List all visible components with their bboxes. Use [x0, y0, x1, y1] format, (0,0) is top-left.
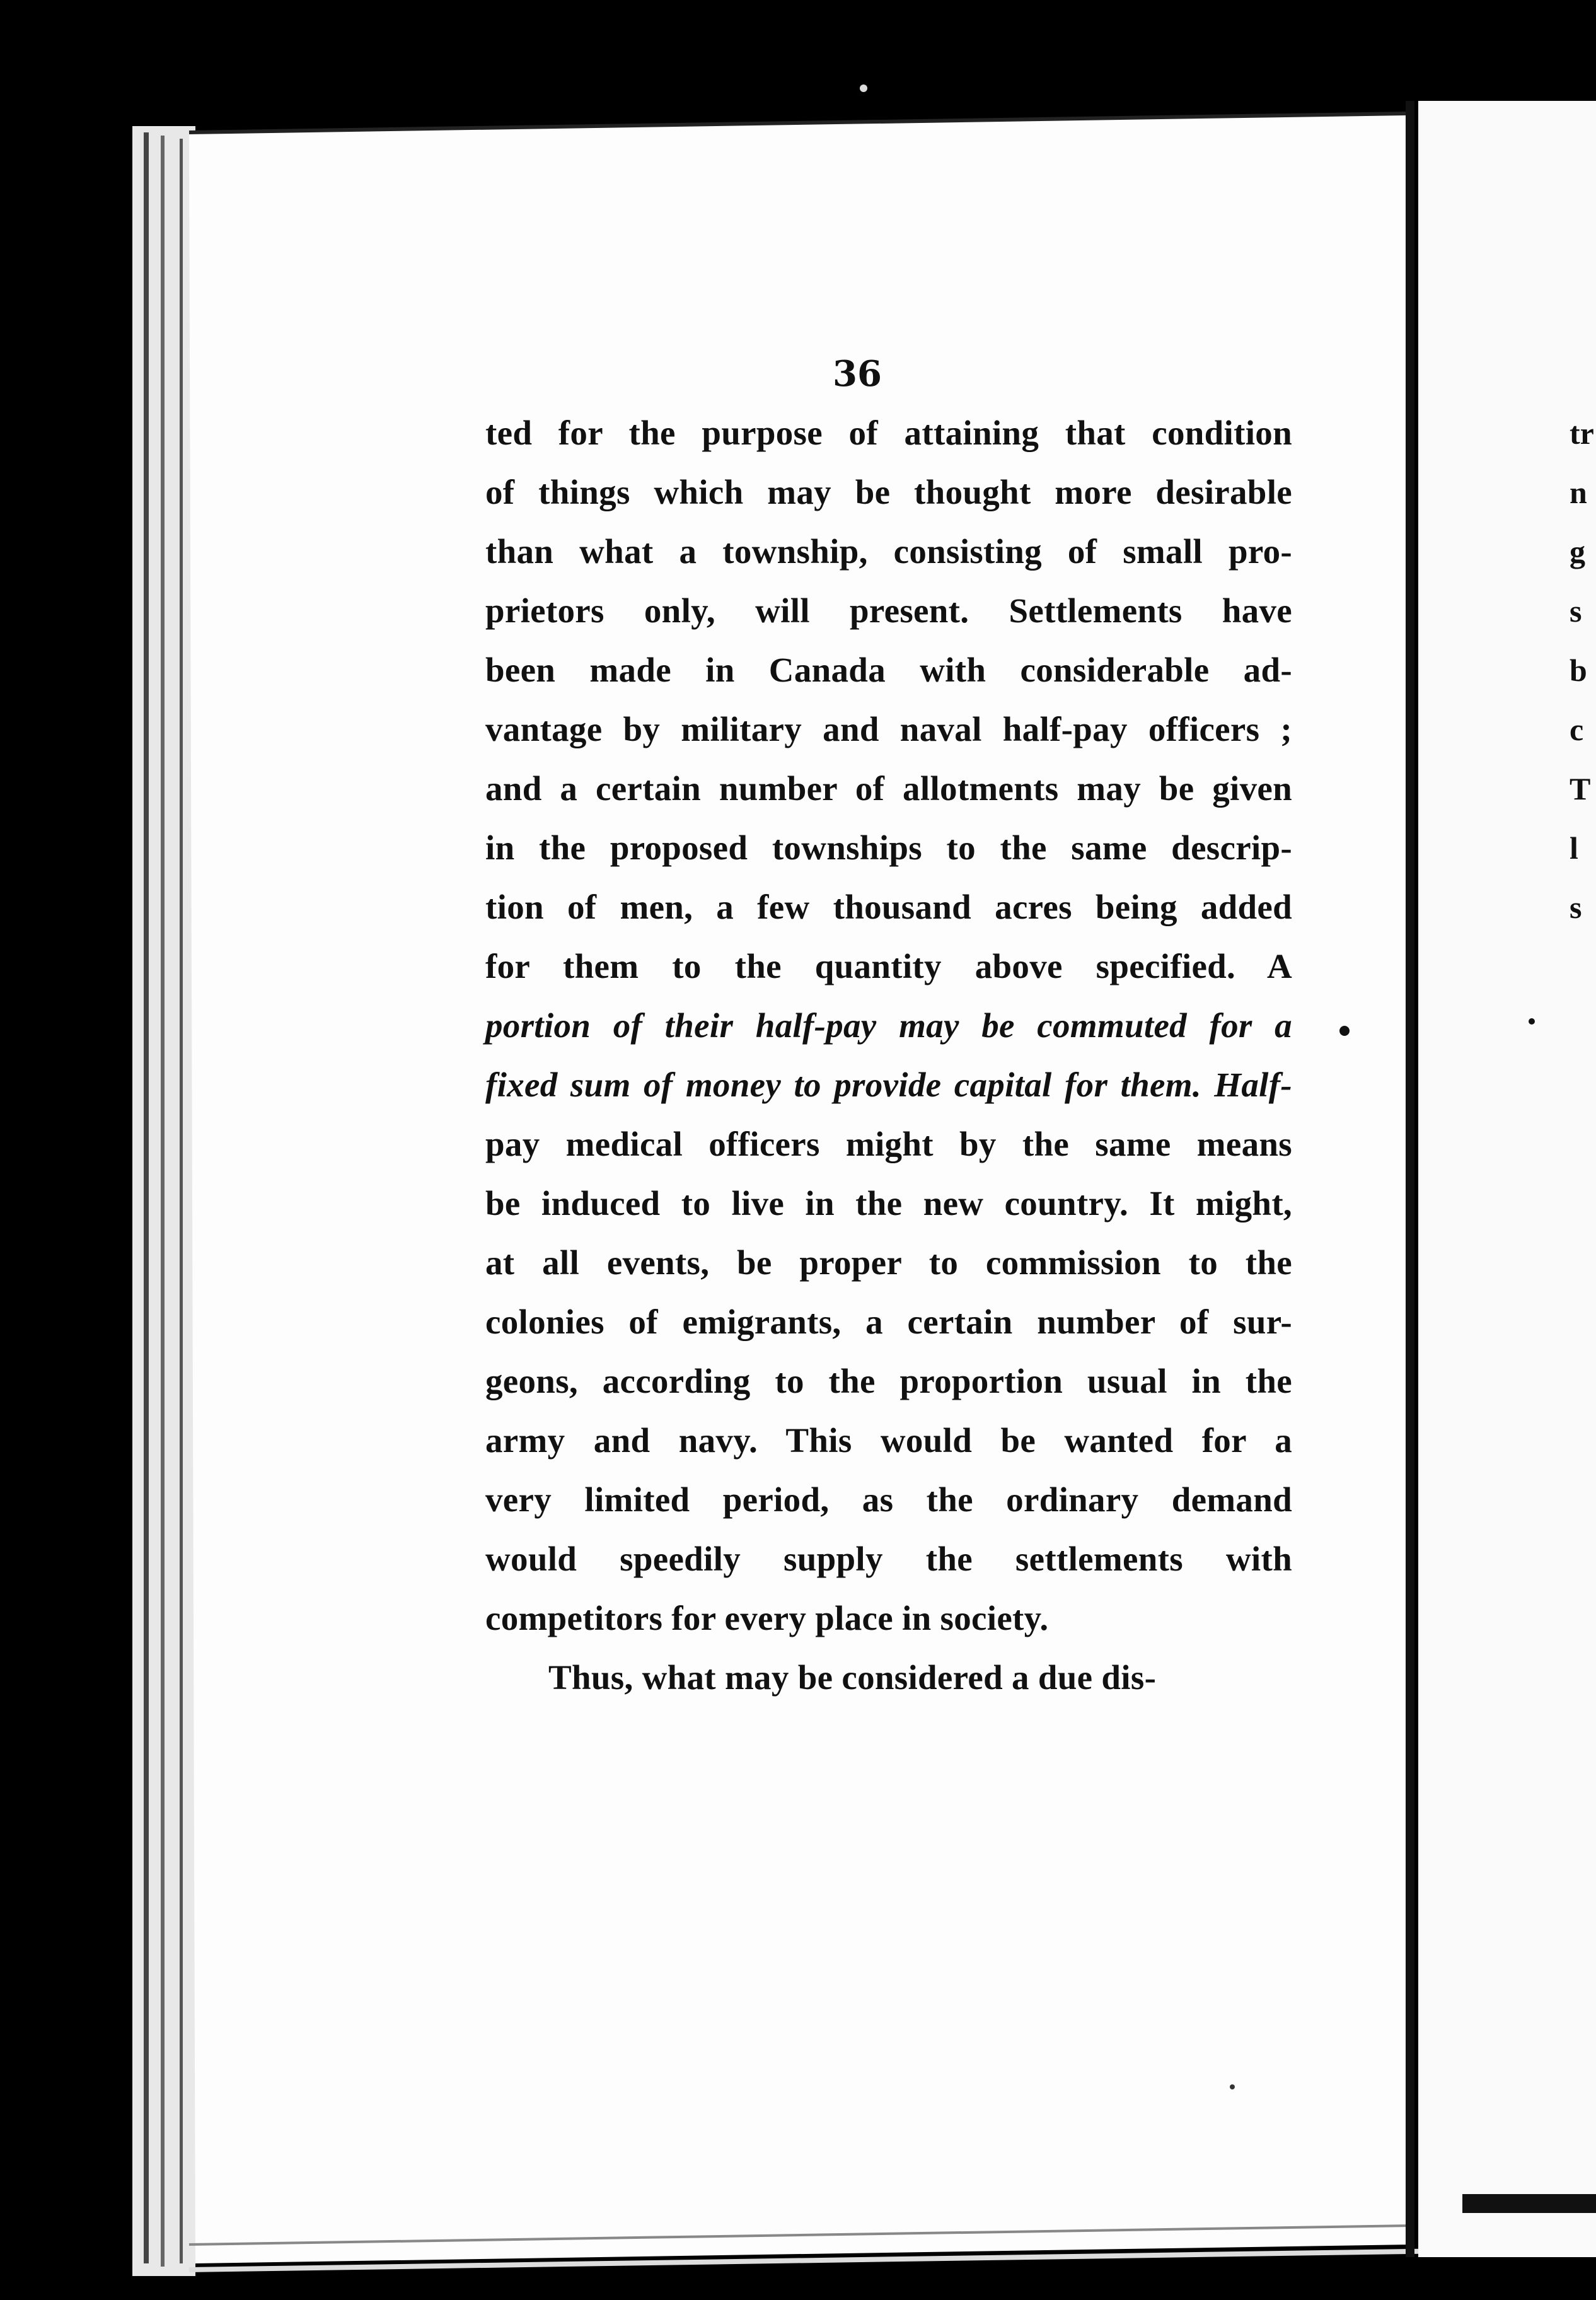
text-line: and a certain number of allotments may be given: [485, 769, 1292, 808]
facing-page-fragment: b: [1570, 653, 1587, 688]
facing-page-fragment: T: [1570, 771, 1591, 806]
text-line: pay medical officers might by the same means: [485, 1125, 1292, 1163]
facing-page-fragment: g: [1570, 534, 1585, 569]
text-line: vantage by military and naval half-pay officers ;: [485, 710, 1292, 748]
text-line: colonies of emigrants, a certain number of sur-: [485, 1303, 1292, 1341]
page-body: [485, 404, 1292, 1707]
facing-page-fragment: l: [1570, 830, 1578, 866]
text-line-italic: fixed sum of money to provide capital for them. Half-: [485, 1066, 1292, 1104]
text-line: ted for the purpose of attaining that condition: [485, 414, 1292, 452]
facing-page-fragment: n: [1570, 475, 1587, 510]
text-line: geons, according to the proportion usual in the: [485, 1362, 1292, 1400]
text-line: than what a township, consisting of small pro-: [485, 532, 1292, 571]
facing-page-fragment: s: [1570, 890, 1582, 925]
text-line: at all events, be proper to commission to the: [485, 1243, 1292, 1282]
text-line: Thus, what may be considered a due dis-: [548, 1658, 1157, 1697]
text-line: in the proposed townships to the same descrip-: [485, 828, 1292, 867]
page-number: 36: [833, 353, 882, 395]
text-line: competitors for every place in society.: [485, 1599, 1049, 1637]
text-line: been made in Canada with considerable ad-: [485, 651, 1292, 689]
facing-page-fragment: c: [1570, 712, 1584, 747]
text-line: tion of men, a few thousand acres being added: [485, 888, 1292, 926]
text-line: would speedily supply the settlements with: [485, 1540, 1292, 1578]
text-line: army and navy. This would be wanted for a: [485, 1421, 1292, 1460]
facing-page-fragment: s: [1570, 593, 1582, 629]
text-line: very limited period, as the ordinary demand: [485, 1480, 1292, 1519]
facing-page-fragments: [1570, 404, 1594, 937]
text-line-italic: portion of their half-pay may be commuted for a: [485, 1006, 1292, 1045]
text-line: prietors only, will present. Settlements have: [485, 591, 1292, 630]
text-line: for them to the quantity above specified. A: [485, 947, 1292, 985]
facing-page-fragment: tr: [1570, 415, 1594, 451]
text-line: be induced to live in the new country. It might,: [485, 1184, 1292, 1223]
text-line: of things which may be thought more desirable: [485, 473, 1292, 511]
